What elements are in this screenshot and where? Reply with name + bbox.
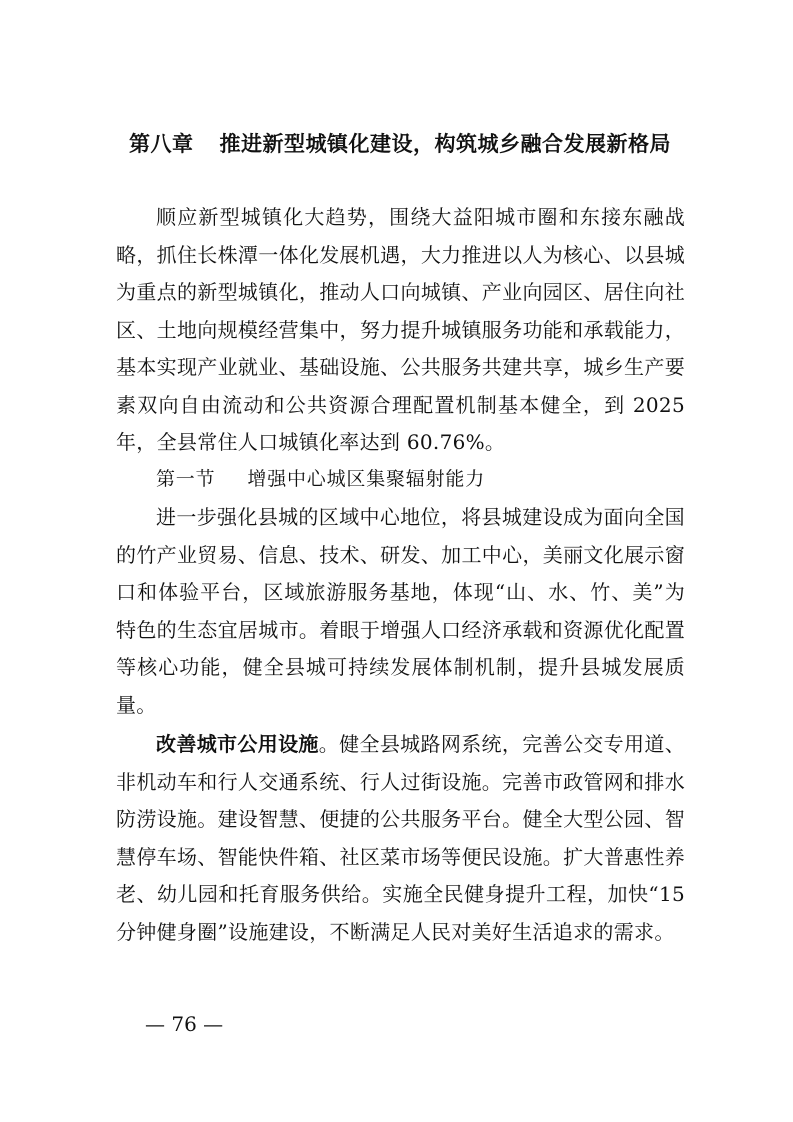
page-number: — 76 — [145,1012,224,1036]
item-lead: 改善城市公用设施 [156,732,319,756]
item-text: 。健全县城路网系统，完善公交专用道、非机动车和行人交通系统、行人过街设施。完善市政管网和排水防涝设施。建设智慧、便捷的公共服务平台。健全大型公园、智慧停车场、智能快件箱、社区菜市场等便民设施。扩大普惠性养老、幼儿园和托育服务供给。实施全民健身提升工程，加快“15 分钟健身圈”设施建设，不断满足人民对美好生活追求的需求。 [116,732,685,944]
section-paragraph: 进一步强化县城的区域中心地位，将县城建设成为面向全国的竹产业贸易、信息、技术、研发、加工中心，美丽文化展示窗口和体验平台，区域旅游服务基地，体现“山、水、竹、美”为特色的生态宜居城市。着眼于增强人口经济承载和资源优化配置等核心功能，健全县城可持续发展体制机制，提升县城发展质量。 [116,505,685,717]
item-paragraph [116,726,685,951]
section-title: 增强中心城区集聚辐射能力 [247,468,486,490]
section-heading [156,464,485,491]
chapter-title: 推进新型城镇化建设，构筑城乡融合发展新格局 [219,132,671,156]
section-number: 第一节 [156,468,216,490]
chapter-heading [100,128,700,158]
intro-paragraph: 顺应新型城镇化大趋势，围绕大益阳城市圈和东接东融战略，抓住长株潭一体化发展机遇，大力推进以人为核心、以县城为重点的新型城镇化，推动人口向城镇、产业向园区、居住向社区、土地向规模经营集中，努力提升城镇服务功能和承载能力，基本实现产业就业、基础设施、公共服务共建共享，城乡生产要素双向自由流动和公共资源合理配置机制基本健全，到 2025 年，全县常住人口城镇化率达到 60.76%。 [116,205,685,454]
chapter-number: 第八章 [129,132,194,156]
